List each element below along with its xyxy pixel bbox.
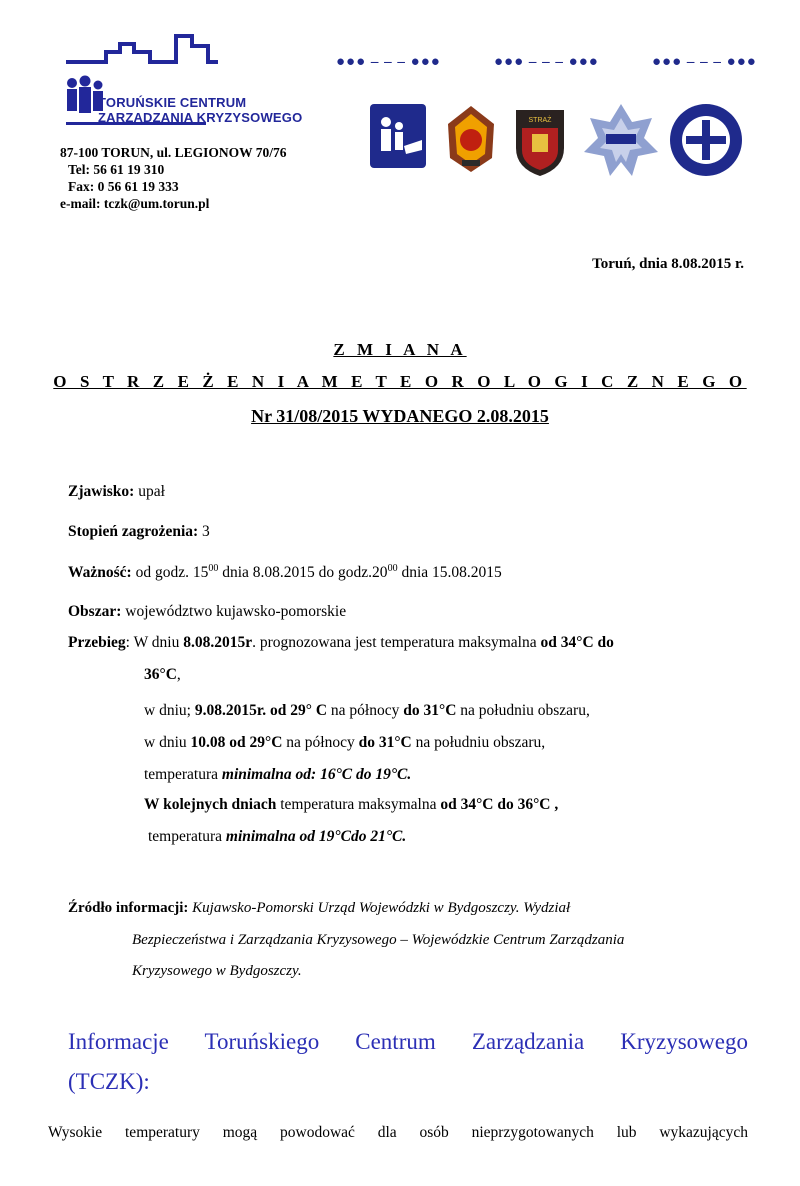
phone: Tel: 56 61 19 310 (68, 162, 165, 177)
area-value: województwo kujawsko-pomorskie (121, 603, 347, 620)
course-text: w dniu; (144, 702, 195, 719)
decorative-divider: ●●● ‒ ‒ ‒ ●●● (336, 54, 441, 70)
course-temp: 10.08 od 29°C (190, 734, 283, 751)
course-text: , (176, 666, 181, 683)
area-label: Obszar: (68, 603, 122, 620)
contact-block (60, 144, 287, 212)
city-guard-icon (516, 110, 564, 176)
course-date: 8.08.2015r (183, 634, 253, 651)
area-row (68, 603, 346, 621)
course-temp: 9.08.2015r. od 29° C (194, 702, 328, 719)
validity-end-minutes: 00 (387, 563, 398, 574)
course-min-temp: minimalna od: 16°C do 19°C. (221, 766, 412, 783)
tczk-heading: Informacje Toruńskiego Centrum Zarządzania Kryzysowego (68, 1029, 748, 1054)
civil-protection-icon (370, 104, 426, 168)
threat-level-value: 3 (198, 523, 210, 540)
course-line3 (144, 702, 590, 720)
svg-text:STRAŻ: STRAŻ (528, 117, 552, 124)
source-text-line2: Bezpieczeństwa i Zarządzania Kryzysowego – Wojewódzkie Centrum Zarządzania (132, 932, 625, 948)
police-star-icon (584, 104, 658, 176)
source-label: Źródło informacji: (68, 900, 189, 916)
course-text: na południu obszaru, (411, 734, 546, 751)
course-line6 (144, 796, 558, 814)
course-text: na południu obszaru, (456, 702, 590, 719)
course-label: Przebieg (68, 634, 126, 651)
course-temp: od 34°C do (540, 634, 614, 651)
tczk-heading-abbrev: (TCZK): (68, 1069, 150, 1094)
document-title-line1: Z M I A N A (333, 340, 467, 359)
course-text: na północy (327, 702, 404, 719)
validity-start-minutes: 00 (208, 563, 219, 574)
course-text: w dniu (144, 734, 191, 751)
phenomenon-value: upał (134, 483, 165, 500)
course-line7 (148, 828, 406, 846)
course-temp: od 34°C do 36°C , (440, 796, 559, 813)
course-text: : W dniu (125, 634, 184, 651)
course-line5 (144, 766, 411, 784)
threat-level-label: Stopień zagrożenia: (68, 523, 199, 540)
service-emblems (366, 100, 746, 180)
document-title-line2: O S T R Z E Ż E N I A M E T E O R O L O G I C Z N E G O (53, 372, 747, 391)
threat-level-row (68, 523, 210, 541)
course-text: temperatura (144, 766, 222, 783)
medical-rescue-icon (670, 104, 742, 176)
course-temp: do 31°C (403, 702, 457, 719)
course-line2 (144, 666, 181, 684)
source-text-line3: Kryzysowego w Bydgoszczy. (132, 963, 302, 979)
address: 87-100 TORUN, ul. LEGIONOW 70/76 (60, 145, 287, 160)
org-name-line2: ZARZĄDZANIA KRYZYSOWEGO (98, 110, 303, 125)
decorative-divider: ●●● ‒ ‒ ‒ ●●● (494, 54, 599, 70)
course-text: temperatura maksymalna (276, 796, 441, 813)
course-line4 (144, 734, 545, 752)
source-row (68, 900, 570, 917)
validity-label: Ważność: (68, 564, 132, 582)
decorative-divider: ●●● ‒ ‒ ‒ ●●● (652, 54, 757, 70)
phenomenon-label: Zjawisko: (68, 483, 135, 500)
course-row (68, 634, 614, 652)
course-text: temperatura (148, 828, 226, 845)
source-text: Kujawsko-Pomorski Urząd Wojewódzki w Bydgoszczy. Wydział (188, 900, 571, 916)
course-text: . prognozowana jest temperatura maksymalna (252, 634, 541, 651)
course-next-days: W kolejnych dniach (144, 796, 277, 813)
phenomenon-row (68, 483, 165, 501)
validity-row (68, 563, 502, 582)
email: e-mail: tczk@um.torun.pl (60, 196, 210, 211)
course-temp: 36°C (144, 666, 177, 683)
document-title-line3: Nr 31/08/2015 WYDANEGO 2.08.2015 (251, 406, 549, 426)
tczk-body-text: Wysokie temperatury mogą powodować dla osób nieprzygotowanych lub wykazujących (48, 1124, 748, 1141)
course-text: na północy (282, 734, 359, 751)
org-name-line1: TORUŃSKIE CENTRUM (98, 95, 247, 110)
organization-name (98, 95, 302, 125)
validity-start: od godz. 15 (131, 564, 209, 582)
validity-end: dnia 8.08.2015 do godz.20 (218, 564, 388, 582)
course-min-temp: minimalna od 19°Cdo 21°C. (225, 828, 407, 845)
fax: Fax: 0 56 61 19 333 (68, 179, 179, 194)
course-temp: do 31°C (358, 734, 412, 751)
fire-brigade-icon (448, 106, 494, 172)
document-date: Toruń, dnia 8.08.2015 r. (592, 256, 744, 272)
validity-end-date: dnia 15.08.2015 (397, 564, 502, 582)
